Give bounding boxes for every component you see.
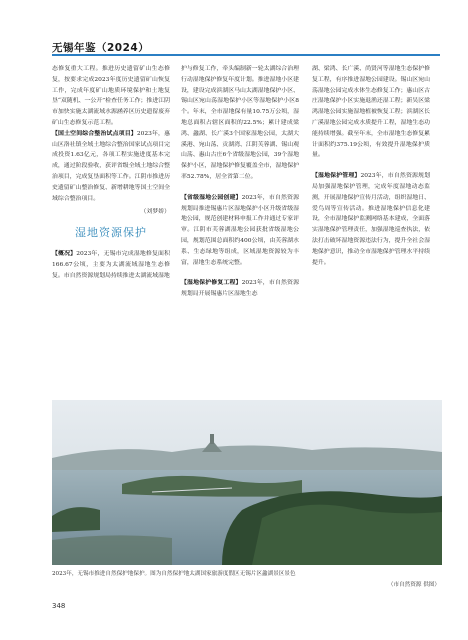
running-header: 无锡年鉴（2024） bbox=[52, 42, 150, 54]
spacer bbox=[312, 161, 430, 171]
paragraph: 湖、梁鸿、长广溪、尚贤河等湿地生态保护修复工程，有序推进湿地公园建设。锡山区宛山荡湿地公园完成水体生态修复工作；惠山区古庄湿地保护小区实施退渔还湿工程；新吴区梁鸿湿地公园实施湿地植被恢复工程；滨湖区长广溪湿地公园完成水质提升工程，湿地生态功能持续增强。截至年末，全市湿地生态修复累计面积约375.19公顷，有效提升湿地保护质量。 bbox=[312, 66, 430, 159]
text-column-1 bbox=[52, 64, 170, 281]
paragraph bbox=[181, 193, 299, 269]
text-column-2 bbox=[181, 64, 299, 300]
photo-caption: 2023年，无锡市推进自然保护地保护。图为自然保护地太湖国家旅游度假区无锡片区蠡湖景区景色 bbox=[52, 571, 296, 577]
paragraph bbox=[312, 171, 430, 268]
header-rule bbox=[52, 54, 440, 56]
spacer bbox=[181, 268, 299, 278]
entry-body: 2023年，市自然资源规划局开展锡惠片区湿地生态 bbox=[181, 280, 299, 298]
page-number: 348 bbox=[52, 602, 66, 610]
landscape-photo bbox=[52, 400, 442, 565]
paragraph bbox=[52, 129, 170, 205]
entry-body: 2023年，惠山区洛社镇全域土地综合整治国家试点项目完成投资1.63亿元，各项工程实施进度基本完成，通过阶段验收，获评省级全域土地综合整治项目，完成复垦面积等工作。江阴市推进历史遗留矿山整治修复、新增耕地等国土空间全域综合整治项目。 bbox=[52, 130, 170, 202]
paragraph: 护与修复工作，牵头编制新一轮太湖综合治理行动湿地保护修复年度计划。推进湿地小区建设，建设完成滨湖区马山太湖湿地保护小区、锡山区宛山荡湿地保护小区等湿地保护小区8个。年末，全市湿地保有量10.75万公顷，湿地总面积占辖区面积的22.5%；累计建成梁鸿、蠡湖、长广溪3个国家湿地公园，太湖大溪港、宛山荡、贡湖湾、江阴芙蓉湖、锡山观山荡、惠山古庄6个省级湿地公园，39个湿地保护小区，湿地保护修复覆盖全市，湿地保护率52.78%，居全省第二位。 bbox=[181, 66, 299, 180]
entry-body: 2023年，市自然资源规划局加强湿地保护管理，完成年度湿地动态监测，开展湿地保护宣传月活动，组织湿地日、爱鸟周等宣传活动。推进湿地保护信息化建设，全市湿地保护监测网络基本建成，全面落实湿地保护管理责任，加强湿地巡查执法，依法打击破坏湿地资源违法行为，提升全社会湿地保护意识，推动全市湿地保护管理水平持续提升。 bbox=[312, 173, 431, 266]
paragraph: 态修复重大工程。推进历史遗留矿山生态修复，按要求完成2023年度历史遗留矿山恢复工作，完成年度矿山地质环境保护和土地复垦“双随机、一公开”检查任务工作；推进江阴市加快实施太湖流域水源涵养区历史遗留废弃矿山生态修复示范工程。 bbox=[52, 66, 170, 126]
entry-title: 【概况】 bbox=[52, 249, 77, 257]
entry-body: 2023年，无锡市完成湿地修复面积166.67公顷，主要为太湖流域湿地生态修复。市自然资源规划局持续推进太湖流域湿地 bbox=[52, 250, 171, 279]
entry-title: 【省级湿地公园创建】 bbox=[181, 193, 242, 201]
section-title: 湿地资源保护 bbox=[75, 226, 147, 240]
paragraph bbox=[181, 278, 299, 300]
text-column-3 bbox=[312, 64, 430, 268]
paragraph bbox=[52, 249, 170, 281]
entry-title: 【国土空间综合整治试点项目】 bbox=[52, 129, 137, 137]
entry-body: 2023年，市自然资源规划局推进锡惠片区湿地保护小区升级省级湿地公园，规范创建材料申报工作并通过专家评审。江阴市芙蓉湖湿地公园获批省级湿地公园，规划范围总面积约400公顷，由芙蓉湖水系、生态绿地等组成，区域湿地资源较为丰富，湿地生态系统完整。 bbox=[181, 194, 299, 266]
author-signature: （刘梦娇） bbox=[140, 209, 170, 216]
entry-title: 【湿地保护管理】 bbox=[312, 172, 361, 180]
entry-title: 【湿地保护修复工程】 bbox=[181, 279, 242, 287]
spacer bbox=[181, 183, 299, 193]
photo-credit: （市自然资源 供图） bbox=[387, 582, 440, 588]
